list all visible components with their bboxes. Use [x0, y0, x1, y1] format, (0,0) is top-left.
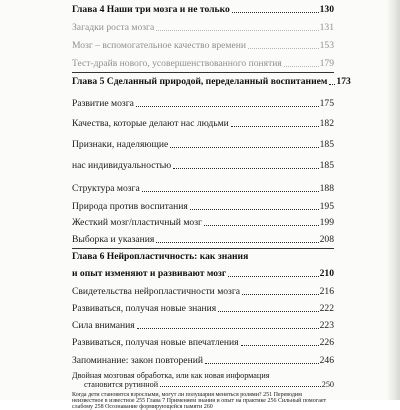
dot-leader: [156, 242, 318, 243]
item-title: Сильный помогает слабому: [72, 398, 327, 410]
chapter-title: Глава 6 Нейропластичность: как знания: [72, 251, 249, 262]
page-number: 185: [319, 160, 334, 171]
toc-continuation: [72, 392, 334, 410]
dot-leader: [136, 106, 319, 107]
dot-leader: [205, 363, 319, 364]
page-number: 185: [319, 139, 334, 150]
page-number: 251: [263, 392, 273, 398]
dot-leader: [142, 191, 319, 192]
page-number: 260: [203, 404, 213, 410]
dot-leader: [284, 66, 319, 67]
dot-leader: [173, 168, 318, 169]
toc-item[interactable]: [72, 217, 334, 228]
dot-leader: [242, 294, 319, 295]
item-title: Осознавание формирующейся памяти: [105, 404, 203, 410]
chapter-title: Глава 4 Наши три мозга и не только: [72, 4, 230, 15]
toc-chapter-6-line1[interactable]: [72, 251, 334, 262]
page-number: 222: [319, 303, 334, 314]
page-number: 256: [267, 398, 277, 404]
dot-leader: [204, 225, 319, 226]
page-number: 223: [319, 320, 334, 331]
item-title: Развиваться, получая новые впечатления: [72, 337, 239, 348]
page-number: 153: [319, 40, 334, 51]
item-title: Мозг – вспомогательное качество времени: [72, 40, 247, 51]
toc-item[interactable]: [72, 234, 334, 245]
dot-leader: [329, 84, 335, 85]
dot-leader: [160, 386, 321, 387]
page-number: 216: [319, 286, 334, 297]
chapter-title: Глава 5 Сделанный природой, переделанный воспитанием: [72, 76, 328, 87]
page-number: 179: [319, 58, 334, 69]
toc-item[interactable]: [72, 183, 334, 194]
toc-chapter-6-line2[interactable]: [72, 268, 334, 279]
dot-leader: [190, 209, 319, 210]
item-title: Переводим неизвестное в известное: [72, 392, 302, 404]
item-title: Свидетельства нейропластичности мозга: [72, 286, 241, 297]
dot-leader: [241, 345, 319, 346]
toc-item[interactable]: [72, 40, 334, 51]
item-title: Когда дети становятся взрослыми, могут ли полушария меняться: [72, 392, 239, 398]
item-title: нас индивидуальностью: [72, 160, 172, 171]
dot-leader: [248, 48, 319, 49]
dot-leader: [156, 30, 318, 31]
toc-item[interactable]: [72, 58, 334, 69]
toc-item[interactable]: [72, 286, 334, 297]
toc-item[interactable]: [72, 139, 334, 150]
toc-item-wrapped[interactable]: [72, 371, 334, 389]
dot-leader: [170, 147, 318, 148]
wrapped-line: [72, 371, 334, 380]
item-title: Запоминание: закон повторений: [72, 355, 203, 366]
item-title: Структура мозга: [72, 183, 140, 194]
dot-leader: [231, 126, 319, 127]
toc-item[interactable]: [72, 201, 334, 212]
page-number: 199: [319, 217, 334, 228]
item-title: Выборка и указания: [72, 234, 155, 245]
dot-leader: [228, 276, 318, 277]
wrapped-line: [72, 380, 334, 389]
item-title-continued: ролями?: [240, 392, 262, 398]
item-title: Загадки роста мозга: [72, 22, 155, 33]
page-number: 130: [319, 4, 334, 15]
page-number: 175: [319, 98, 334, 109]
page-number: 255: [136, 398, 146, 404]
page-number: 258: [94, 404, 104, 410]
page-number: 250: [321, 380, 334, 389]
page-number: 173: [336, 76, 351, 87]
dot-leader: [137, 328, 319, 329]
page-number: 131: [319, 22, 334, 33]
toc-item[interactable]: [72, 320, 334, 331]
item-title-continued: становится рутинной: [84, 380, 159, 389]
item-title: Признаки, наделяющие: [72, 139, 169, 150]
item-title: Жесткий мозг/пластичный мозг: [72, 217, 202, 228]
item-title: Тест-драйв нового, усовершенствованного понятия: [72, 58, 282, 69]
page-number: 188: [319, 183, 334, 194]
page-number: 246: [319, 355, 334, 366]
page-number: 208: [319, 234, 334, 245]
chapter-title: Глава 7 Применяем знания и опыт на практике: [146, 398, 266, 404]
dot-leader: [232, 12, 319, 13]
page-number: 182: [319, 118, 334, 129]
book-binding-shadow: [386, 0, 400, 400]
item-title: Природа против воспитания: [72, 201, 188, 212]
page-number: 195: [319, 201, 334, 212]
item-title: Сила внимания: [72, 320, 135, 331]
toc-item[interactable]: [72, 337, 334, 348]
item-title: Развитие мозга: [72, 98, 134, 109]
section-divider: [72, 248, 334, 249]
toc-item[interactable]: [72, 160, 334, 171]
toc-item[interactable]: [72, 98, 334, 109]
toc-chapter-5[interactable]: [72, 76, 351, 87]
item-title: Развиваться, получая новые знания: [72, 303, 217, 314]
chapter-title-continued: и опыт изменяют и развивают мозг: [72, 268, 227, 279]
toc-item[interactable]: [72, 303, 334, 314]
page-number: 210: [319, 268, 334, 279]
toc-item[interactable]: [72, 22, 334, 33]
toc-item[interactable]: [72, 118, 334, 129]
toc-item[interactable]: [72, 355, 334, 366]
section-divider: [72, 72, 334, 73]
page-number: 226: [319, 337, 334, 348]
dot-leader: [218, 311, 318, 312]
toc-chapter-4[interactable]: [72, 4, 334, 15]
item-title: Двойная мозговая обработка, или как новая информация: [72, 371, 270, 380]
item-title: Качества, которые делают нас людьми: [72, 118, 229, 129]
